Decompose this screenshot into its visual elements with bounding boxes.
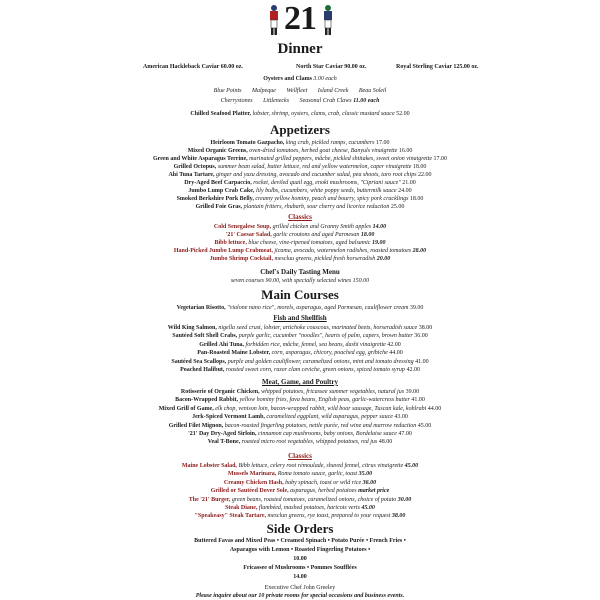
dish-price: 25.00 (390, 204, 405, 210)
main-classics-heading: Classics (288, 452, 312, 460)
dish-description: cinnamon cap mushrooms, baby onions, Bordelaise sauce (257, 431, 397, 437)
dish-description: mescluu greens, pickled fresh horseradish (274, 256, 376, 262)
dish-price: 35.00 (358, 471, 373, 478)
appetizer-item (0, 196, 600, 203)
dish-description: baby spinach, toast or wild rice (285, 479, 362, 486)
main-classic-item (0, 488, 600, 495)
dish-name: Poached Halibut, (180, 367, 225, 373)
dish-price: 41.00 (411, 397, 425, 404)
seafood-platter: Chilled Seafood Platter, lobster, shrimp, oysters, clams, crab, classic mustard sauce 52.00 (190, 111, 410, 117)
dish-name: Hand-Picked Jumbo Lump Crabmeat, (173, 248, 273, 254)
dish-description: Roma tomato sauce, garlic, toast (277, 471, 358, 478)
dish-price: 22.00 (418, 172, 432, 178)
dish-description: asparagus, herbed potatoes (290, 488, 357, 495)
fish-item (0, 342, 600, 349)
dish-price: 45.00 (417, 422, 432, 429)
dish-price: 48.00 (378, 439, 393, 446)
dish-name: Wild King Salmon, (167, 325, 217, 331)
fish-heading: Fish and Shellfish (273, 314, 327, 322)
executive-chef: Executive Chef John Greeley (264, 585, 336, 591)
sides-price1: 10.00 (293, 556, 307, 562)
dish-price: 47.00 (398, 431, 412, 437)
dish-description: roasted micro root vegetables, whipped potatoes, red jus (241, 439, 378, 446)
meat-item (0, 397, 600, 404)
dish-price: 42.00 (387, 341, 401, 348)
dish-description: ginger and yuzu dressing, avocado and cucumber salad, pea shoots, taro root chips (216, 172, 417, 178)
meat-item (0, 439, 600, 446)
dish-price: 44.00 (389, 350, 403, 357)
dish-description: grilled chicken and Granny Smith apples (272, 224, 372, 230)
dish-description: corn, asparagus, chicory, poached egg, gribiche (271, 350, 388, 357)
dish-name: '21' Day Dry-Aged Sirloin, (188, 431, 257, 437)
dish-name: Steak Diane, (225, 505, 258, 511)
main-classic-item (0, 505, 600, 512)
private-rooms-note: Please inquire about our 10 private rooms for special occasions and business events. (195, 593, 405, 599)
fish-item (0, 367, 600, 374)
caviar-royal: Royal Sterling Caviar 125.00 oz. (396, 64, 479, 70)
dish-price: 19.00 (371, 240, 386, 246)
dish-name: Grilled Foie Gras, (195, 204, 243, 210)
appetizer-item (0, 156, 600, 163)
dish-description: flambéed, mashed potatoes, haricots verts (258, 505, 360, 511)
side-orders-heading: Side Orders (266, 521, 334, 536)
dish-description: yellow hominy fries, fava beans, English peas, garlic-watercress butter (239, 397, 410, 404)
dish-name: Rotisserie of Organic Chicken, (180, 389, 260, 395)
appetizer-item (0, 188, 600, 195)
sides-line3: Fricassee of Mushrooms • Pommes Soufflées (243, 565, 357, 571)
dish-name: Creamy Chicken Hash, (223, 479, 284, 486)
dish-description: rocket, deviled quail egg, enoki mushrooms, "Cipriani sauce" (253, 180, 401, 186)
dish-price: 17.00 (433, 156, 448, 162)
dish-description: Bibb lettuce, celery root rémoulade, shaved fennel, citrus vinaigrette (238, 463, 404, 469)
appetizer-item (0, 140, 600, 147)
dish-price: 28.00 (412, 248, 427, 254)
dish-description: marinated grilled peppers, mâche, pickled shiitakes, sweet onion vinaigrette (249, 156, 433, 162)
appetizer-item (0, 204, 600, 211)
dish-price: 36.00 (362, 479, 377, 486)
oysters-line1: Blue Points Malpeque Wellfleet Island Creek Beau Soleil (213, 88, 387, 94)
caviar-north-star: North Star Caviar 90.00 oz. (296, 64, 367, 70)
dish-price: 36.00 (414, 333, 428, 340)
dish-price: 41.00 (415, 358, 429, 365)
dish-description: jicama, avocado, watermelon radishes, roasted tomatoes (274, 248, 412, 254)
dish-name: Maine Lobster Salad, (181, 463, 237, 469)
dish-price: 38.00 (391, 513, 406, 520)
dish-name: Sautéed Sea Scallops, (171, 358, 227, 365)
meat-item (0, 406, 600, 413)
dish-price: 20.00 (376, 256, 391, 262)
dish-description: creamy yellow hominy, peach and bourry, spicy pork cracklings (255, 196, 409, 202)
dish-name: Grilled Octopus, (173, 164, 217, 170)
fish-item (0, 333, 600, 340)
dish-price: 16.00 (398, 148, 413, 154)
dish-price: 21.00 (402, 180, 416, 186)
dish-price: 44.00 (427, 405, 442, 412)
dish-name: Dry-Aged Beef Carpaccio, (184, 180, 252, 186)
appetizer-item (0, 172, 600, 179)
dish-price: 14.00 (372, 224, 387, 230)
dish-name: "Speakeasy" Steak Tartare, (194, 513, 266, 520)
appetizer-classic-item (0, 256, 600, 263)
dish-name: The '21' Burger, (188, 496, 231, 503)
dish-description: garlic croutons and aged Parmesan (273, 232, 360, 238)
dish-description: roasted sweet corn, razor clam ceviche, green onions, spiced tomato syrup (225, 367, 405, 373)
vegetarian-risotto: Vegetarian Risotto, "vialone nano rice", morels, asparagus, aged Parmesan, cauliflower cream 39.00 (176, 305, 424, 311)
main-classic-item (0, 513, 600, 520)
fish-item (0, 325, 600, 332)
dish-name: Veal T-Bone, (207, 439, 241, 446)
appetizer-item (0, 148, 600, 155)
dish-price: 30.00 (397, 496, 412, 503)
dish-name: Bacon-Wrapped Rabbit, (175, 397, 239, 404)
dish-description: purple garlic, cucumber "noodles", hearts of palm, capers, brown butter (238, 333, 413, 340)
fish-item (0, 359, 600, 366)
dish-name: Mixed Grill of Game, (158, 405, 214, 412)
sides-line1: Buttered Favas and Mixed Peas • Creamed Spinach • Potato Purée • French Fries • (194, 538, 406, 544)
meat-item (0, 423, 600, 430)
dish-name: Ahi Tuna Tartare, (168, 172, 215, 178)
appetizer-item (0, 164, 600, 171)
dish-price: 24.00 (398, 188, 412, 194)
main-classic-item (0, 497, 600, 504)
dish-name: Jumbo Lump Crab Cake, (188, 188, 255, 194)
logo-21: 21 (284, 0, 316, 37)
dish-price: 38.00 (418, 325, 433, 331)
sides-line2: Asparagus with Lemon • Roasted Fingerling Potatoes • (229, 547, 371, 553)
appetizer-item (0, 180, 600, 187)
oysters-heading-row: Oysters and Clams 3.00 each (263, 76, 337, 82)
dish-description: oven-dried tomatoes, herbed goat cheese, Banyuls vinaigrette (249, 148, 398, 154)
dish-price: 18.00 (409, 196, 424, 202)
dish-price: 42.00 (406, 367, 420, 373)
appetizer-classic-item (0, 232, 600, 239)
page-title: Dinner (277, 41, 323, 57)
main-classic-item (0, 471, 600, 478)
dish-name: Cold Senegalese Soup, (213, 224, 272, 230)
dish-name: Bibb lettuce, (214, 240, 247, 246)
dish-name: Heirloom Tomato Gazpacho, (210, 140, 285, 146)
dish-description: elk chop, venison loin, bacon-wrapped rabbit, wild boar sausage, Tuscan kale, kohlrabi (215, 405, 427, 412)
dish-name: '21' Caesar Salad, (225, 232, 272, 238)
appetizer-classic-item (0, 224, 600, 231)
meat-heading: Meat, Game, and Poultry (261, 378, 338, 386)
dish-description: mesclun greens, rye toast, prepared to your request (267, 513, 391, 520)
dish-name: Green and White Asparagus Terrine, (152, 156, 248, 162)
dish-description: green beans, roasted tomatoes, caramelized onions, choice of potato (231, 496, 397, 503)
meat-item (0, 431, 600, 438)
dish-description: summer bean salad, butter lettuce, red and yellow watermelon, caper vinaigrette (217, 164, 412, 170)
dish-name: Grilled or Sautéed Dover Sole, (210, 488, 289, 495)
main-courses-heading: Main Courses (261, 287, 339, 302)
dish-description: purple and golden cauliflower, caramelized onions, mint and tomato dressing (227, 358, 414, 365)
dish-price: 18.00 (360, 232, 375, 238)
sides-price2: 14.00 (293, 574, 307, 580)
appetizer-classic-item (0, 248, 600, 255)
appetizer-classics-heading: Classics (288, 213, 312, 221)
dish-description: nigella seed crust, lobster, artichoke couscous, marinated beets, horseradish sauce (218, 325, 418, 331)
dish-price: 45.00 (404, 463, 419, 469)
dish-name: Mixed Organic Greens, (187, 148, 248, 154)
dish-description: blue cheese, vine-ripened tomatoes, aged balsamic (248, 240, 371, 246)
caviar-american: American Hackleback Caviar 60.00 oz. (143, 64, 243, 70)
tasting-line: seven courses 90.00, with specially selected wines 150.00 (230, 278, 370, 284)
meat-item (0, 389, 600, 396)
dish-description: bacon-roasted fingerling potatoes, nettle purée, red wine and marrow reduction (224, 422, 417, 429)
tasting-heading: Chef's Daily Tasting Menu (260, 268, 340, 276)
dish-price: 45.00 (361, 505, 375, 511)
fish-item (0, 350, 600, 357)
dish-description: plantain fritters, rhubarb, sour cherry and licorice reduction (243, 204, 390, 210)
meat-item (0, 414, 600, 421)
dish-price: 18.00 (412, 164, 427, 170)
dish-name: Sautéed Soft Shell Crabs, (172, 333, 238, 340)
appetizer-classic-item (0, 240, 600, 247)
dish-name: Grilled Ahi Tuna, (199, 341, 245, 348)
dish-name: Pan-Roasted Maine Lobster, (197, 350, 271, 357)
appetizers-heading: Appetizers (270, 122, 330, 137)
dish-name: Jerk-Spiced Vermont Lamb, (192, 414, 265, 421)
dish-price: 17.00 (376, 140, 390, 146)
dish-name: Smoked Berkshire Pork Belly, (176, 196, 254, 202)
dish-name: Grilled Filet Mignon, (168, 422, 224, 429)
oysters-line2: Cherrystones Littlenecks Seasonal Crab Claws 11.00 each (220, 98, 380, 104)
dish-name: Mussels Marinara, (227, 471, 277, 478)
dish-description: king crab, pickled ramps, cucumbers (285, 140, 375, 146)
jockey-left-icon (266, 4, 282, 36)
dish-price: 39.00 (405, 389, 420, 395)
main-classic-item (0, 480, 600, 487)
dish-price: market price (358, 488, 390, 495)
dish-description: forbidden rice, mâche, fennel, sea beans, dashi vinaigrette (245, 341, 386, 348)
dish-description: whipped potatoes, fricassee summer vegetables, natural jus (261, 389, 405, 395)
dish-description: caramelized eggplant, wild asparagus, pepper sauce (266, 414, 393, 421)
dish-name: Jumbo Shrimp Cocktail, (209, 256, 273, 262)
dish-price: 43.00 (394, 414, 408, 421)
dish-description: lily bulbs, cucumbers, white poppy seeds, buttermilk sauce (255, 188, 397, 194)
jockey-right-icon (320, 4, 336, 36)
main-classic-item (0, 463, 600, 470)
